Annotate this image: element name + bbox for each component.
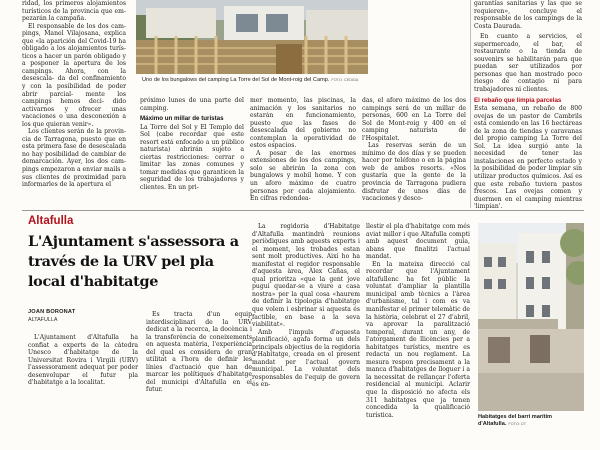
- dateline: ALTAFULLA: [28, 317, 58, 323]
- altafulla-caption: Habitatges del barri marítim d'Altafulla. FOTO: DT: [478, 414, 552, 427]
- author: JOAN BORONAT: [28, 309, 76, 315]
- top-left-lead: ridad, los primeros alojamientos turísticos de la provincia que em- pezarán la campaña.: [22, 0, 126, 23]
- altafulla-photo-art: [478, 223, 584, 411]
- photo-credit: FOTO: DT: [508, 422, 527, 426]
- section-label: Altafulla: [28, 215, 74, 227]
- subheading-flock: El rebaño que limpia parcelas: [474, 96, 562, 104]
- headline: L'Ajuntament s'assessora a través de la URV pel pla local d'habitatge: [28, 233, 239, 290]
- top-column-3: mer momento, las piscinas, la animación y los sanitarios no estarán en funcionamiento, puesto que las fases de desescalada del gobierno no contemplan la operatividad de estos espacios. A pesar de las enormes extensiones de los dos campings, solo se abrirán la zona con bungalows y mobil home. Y con un aforo máximo de cuatro personas por cada alojamiento. En cifras redondea-: [250, 97, 356, 203]
- top-column-4: das, el aforo máximo de los dos campings será de un millar de personas, 600 en La Torre del Sol de Mont-roig y 400 en el camping naturista de l'Hospitalet. Las reservas serán de un mínimo de dos días y se pueden hacer por teléfono o en la página web de ambos resorts. «Nos gustaría que la gente de la provincia de Tarragona pudiera disfrutar de unos días de vacaciones y desco-: [362, 97, 466, 203]
- top-right-column: garantías sanitarias y las que se requieren», concluye el responsable de los campings de la Costa Daurada. En cuanto a servicios, el supermercado, el bar, el restaurante o la tienda de souvenirs se habilitarán para que puedan ser utilizados por personas que han mostrado poco riesgo de contagio ni para trabajadores ni clientes. El rebaño que limpia parcelas Esta semana, un rebaño de 800 ovejas de un pastor de Cambrils está comiendo en las 16 hectáreas de la zona de tiendas y caravanas del propio camping La Torre del Sol. La idea surgió ante la necesidad de tener las instalaciones en perfecto estado y la posibilidad de poder limpiar sin utilizar productos químicos. Así es que este rebaño tuviera pastos frescos. Las ovejas comen y duermen en el camping mientras 'limpian'.: [474, 0, 582, 211]
- bungalow-photo: [136, 0, 368, 74]
- top-left-paragraph: Los clientes serán de la provin- cia de Tarragona, puesto que en esta primera fase de desescalada no hay posibilidad de cambiar de demarcación. Ayer, los dos cam- pings empezaron a enviar mails a sus clientes de proximidad para informarles de la apertura el: [22, 128, 126, 189]
- section-divider: [22, 210, 584, 211]
- top-left-paragraph: El responsable de los dos cam- pings, Manel Vilajosana, explica que «la aparición del Covid-19 ha obligado a los alojamientos turís- ticos a hacer un parón obligado y a posponer la apertura de los campings. Ahora, con la desescala- da del confinamiento y con la posibilidad de poder abrir parcial- mente los campings hemos deci- dido activarnos y ofrecer unas vacaciones o una desconexión a los que quieran venir».: [22, 22, 126, 128]
- bungalow-caption: Uno de los bungalows del camping La Torre del Sol de Mont-roig del Camp. FOTO: CEDIDA: [142, 77, 359, 83]
- top-left-column: [22, 0, 126, 189]
- subheading-max-tourists: Máximo un millar de turistas: [140, 115, 224, 123]
- top-column-2: próximo lunes de una parte del camping. Máximo un millar de turistas La Torre del Sol y El Templo del Sol (cabe recordar que este resort está enfocado a un público naturista) abrirán sujeto a ciertas restricciones: cerrar o limitar las zonas comunes y tomar medidas que garanticen la seguridad de los trabajadores y clientes. En un pri-: [140, 97, 244, 192]
- photo-credit: FOTO: CEDIDA: [331, 78, 359, 82]
- article-column-1: L'Ajuntament d'Altafulla ha confiat a experts de la càtedra Unesco d'habitatge de la Universitat Rovira i Virgili (URV) l'assessorament adequat per poder desenvolupar el futur pla d'habitatge a la localitat.: [28, 334, 138, 387]
- altafulla-photo: [478, 223, 584, 411]
- article-column-4: llestir el pla d'habitatge com més aviat millor i que Altafulla compti amb aquest document guia, abans que finalitzi l'actual mandat. En la mateixa direcció cal recordar que l'Ajuntament altafullenc ha fet públic la voluntat d'ampliar la plantilla municipal amb tècnics a l'àrea d'urbanisme, tal i com es va manifestar el primer telemàtic de la història, celebrat el 27 d'abril, va aprovar la paralització temporal, durant un any, de l'atorgament de llicències per a habitatges turístics, mentre es redacta un nou reglament. La mesura respon precisament a la manca d'habitatges de lloguer i a la necessitat de rellançar l'oferta residencial al municipi. Aclarir que la disposició no afecta els 311 habitatges que ja tenen concedida la qualificació turística.: [366, 223, 470, 419]
- vertical-divider: [470, 0, 471, 208]
- article-column-3: La regidoria d'Habitatge d'Altafulla mantindrà reunions periòdiques amb aquests experts i el moment, les trobades estan sent molt productives. Així ho ha manifestat el regidor responsable d'aquesta àrea, Àlex Cañas, el qual prioritza «que la gent jove pugui quedar-se a viure a casa nostra» per la qual cosa «haurem de definir la tipologia d'habitatge que volem i esbrinar si aquesta és factible, en base a la seva viabilitat». Amb l'impuls d'aquesta planificació, agafa forma un dels principals objectius de la regidoria d'Habitatge, creada en el present mandat per l'actual govern municipal. La voluntat dels responsables de l'equip de govern és en-: [252, 223, 360, 389]
- article-column-2: Es tracta d'un equip interdisciplinari de la URV dedicat a la recerca, la docència i la transferència de coneixements en aquesta matèria, l'experiència del qual es considera de gran utilitat a l'hora de definir les línies d'actuació que han de marcar les polítiques d'habitatge del municipi d'Altafulla en el futur.: [146, 311, 252, 394]
- bungalow-photo-art: [136, 0, 368, 74]
